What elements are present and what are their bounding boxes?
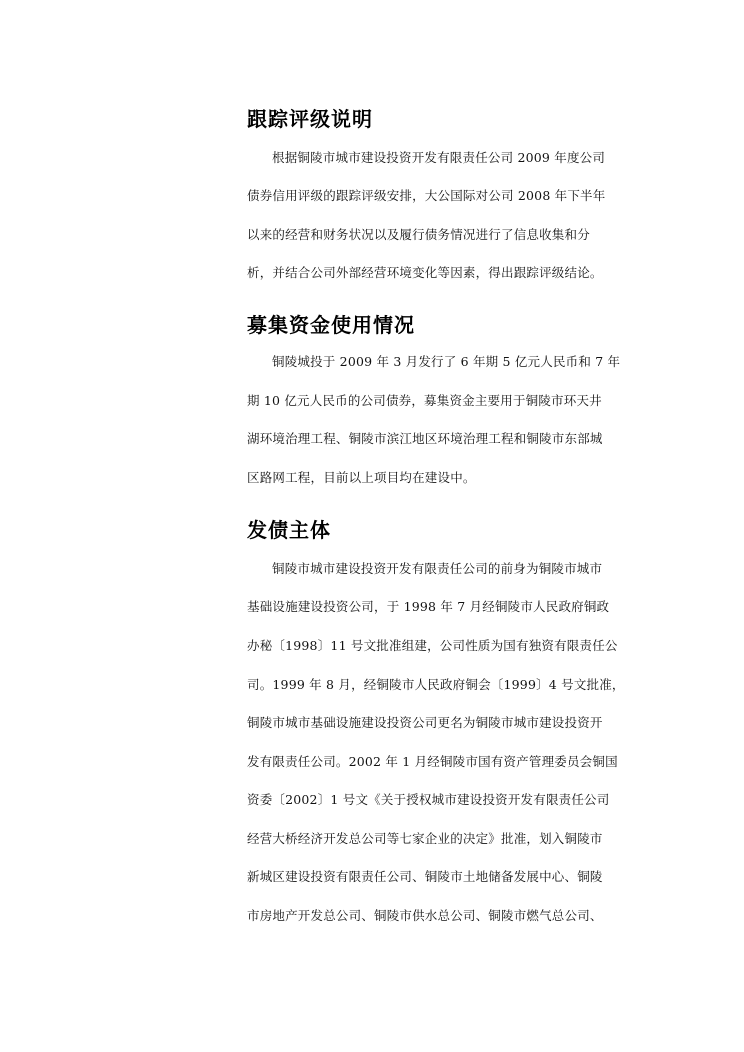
paragraph-line: 以来的经营和财务状况以及履行债务情况进行了信息收集和分 <box>247 227 590 242</box>
paragraph-line: 经营大桥经济开发总公司等七家企业的决定》批准，划入铜陵市 <box>247 831 603 846</box>
paragraph-line: 资委〔2002〕1 号文《关于授权城市建设投资开发有限责任公司 <box>247 792 610 807</box>
paragraph-line: 根据铜陵市城市建设投资开发有限责任公司 2009 年度公司 <box>272 150 606 165</box>
paragraph-line: 铜陵城投于 2009 年 3 月发行了 6 年期 5 亿元人民币和 7 年 <box>272 354 621 369</box>
paragraph-line: 铜陵市城市建设投资开发有限责任公司的前身为铜陵市城市 <box>272 561 603 576</box>
paragraph-line: 发有限责任公司。2002 年 1 月经铜陵市国有资产管理委员会铜国 <box>247 754 618 769</box>
paragraph-line: 办秘〔1998〕11 号文批准组建，公司性质为国有独资有限责任公 <box>247 638 618 653</box>
paragraph-line: 基础设施建设投资公司，于 1998 年 7 月经铜陵市人民政府铜政 <box>247 599 610 614</box>
paragraph-line: 市房地产开发总公司、铜陵市供水总公司、铜陵市燃气总公司、 <box>247 908 603 923</box>
section-heading-issuer: 发债主体 <box>247 518 331 542</box>
paragraph-line: 司。1999 年 8 月，经铜陵市人民政府铜会〔1999〕4 号文批准， <box>247 677 625 692</box>
section-heading-fund-usage: 募集资金使用情况 <box>247 313 415 337</box>
paragraph-line: 析，并结合公司外部经营环境变化等因素，得出跟踪评级结论。 <box>247 265 603 280</box>
paragraph-line: 债券信用评级的跟踪评级安排，大公国际对公司 2008 年下半年 <box>247 188 606 203</box>
section-heading-tracking-rating: 跟踪评级说明 <box>247 107 373 131</box>
paragraph-line: 区路网工程，目前以上项目均在建设中。 <box>247 470 476 485</box>
paragraph-line: 铜陵市城市基础设施建设投资公司更名为铜陵市城市建设投资开 <box>247 715 603 730</box>
paragraph-line: 期 10 亿元人民币的公司债券，募集资金主要用于铜陵市环天井 <box>247 393 602 408</box>
paragraph-line: 湖环境治理工程、铜陵市滨江地区环境治理工程和铜陵市东部城 <box>247 431 603 446</box>
paragraph-line: 新城区建设投资有限责任公司、铜陵市土地储备发展中心、铜陵 <box>247 869 603 884</box>
